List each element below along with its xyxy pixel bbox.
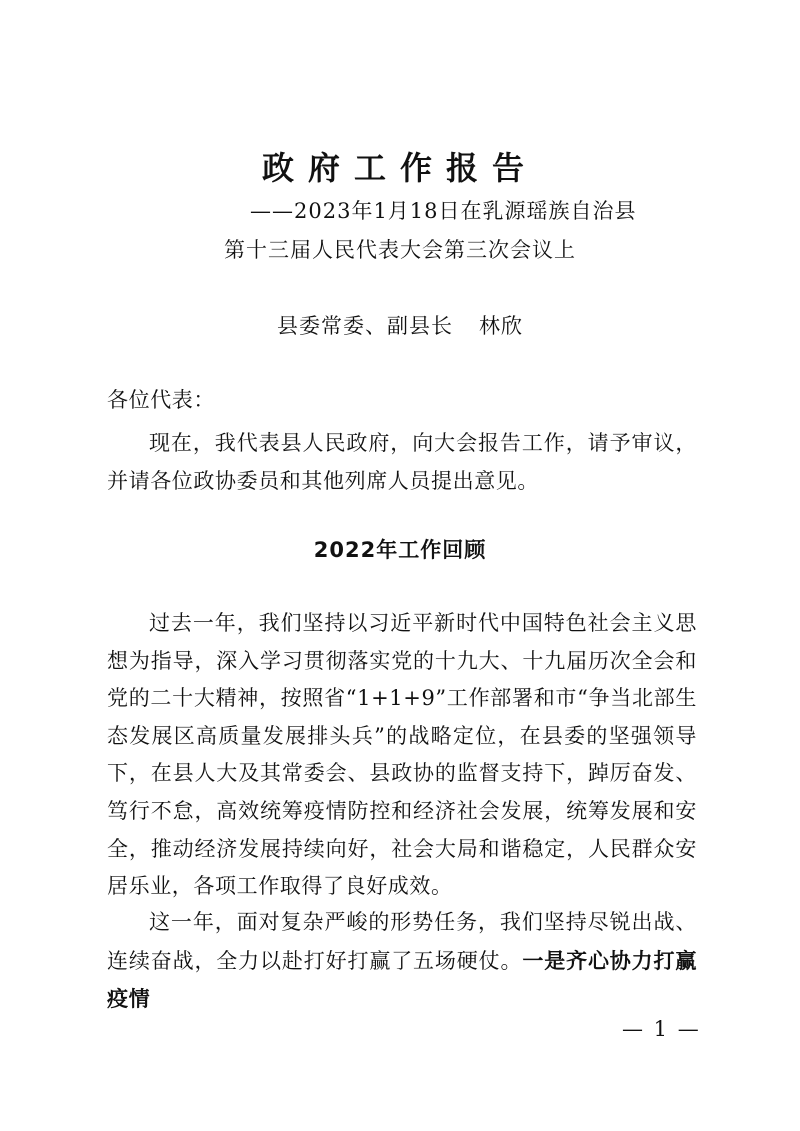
- year-paragraph-emphasis: 一是齐心协力打赢疫情: [107, 947, 697, 1012]
- document-title: 政府工作报告: [261, 149, 538, 187]
- author-role: 县委常委、副县长: [277, 314, 453, 338]
- salutation: 各位代表：: [107, 388, 215, 412]
- author-name: 林欣: [479, 314, 523, 338]
- document-subtitle-meeting-line: 第十三届人民代表大会第三次会议上: [224, 238, 576, 262]
- document-author: [0, 312, 800, 340]
- year-paragraph: [107, 904, 697, 1019]
- opening-paragraph: 现在，我代表县人民政府，向大会报告工作，请予审议，并请各位政协委员和其他列席人员提出意见。: [107, 431, 697, 493]
- page-number: — 1 —: [622, 1017, 701, 1041]
- section-heading: 2022年工作回顾: [313, 538, 487, 562]
- year-paragraph-text: 这一年，面对复杂严峻的形势任务，我们坚持尽锐出战、连续奋战，全力以赴打好打赢了五场硬仗。: [107, 910, 697, 973]
- document-subtitle-date-line: ——2023年1月18日在乳源瑶族自治县: [250, 199, 637, 223]
- review-paragraph: 过去一年，我们坚持以习近平新时代中国特色社会主义思想为指导，深入学习贯彻落实党的十九大、十九届历次全会和党的二十大精神，按照省“1+1+9”工作部署和市“争当北部生态发展区高质量发展排头兵”的战略定位，在县委的坚强领导下，在县人大及其常委会、县政协的监督支持下，踔厉奋发、笃行不怠，高效统筹疫情防控和经济社会发展，统筹发展和安全，推动经济发展持续向好，社会大局和谐稳定，人民群众安居乐业，各项工作取得了良好成效。: [107, 611, 697, 899]
